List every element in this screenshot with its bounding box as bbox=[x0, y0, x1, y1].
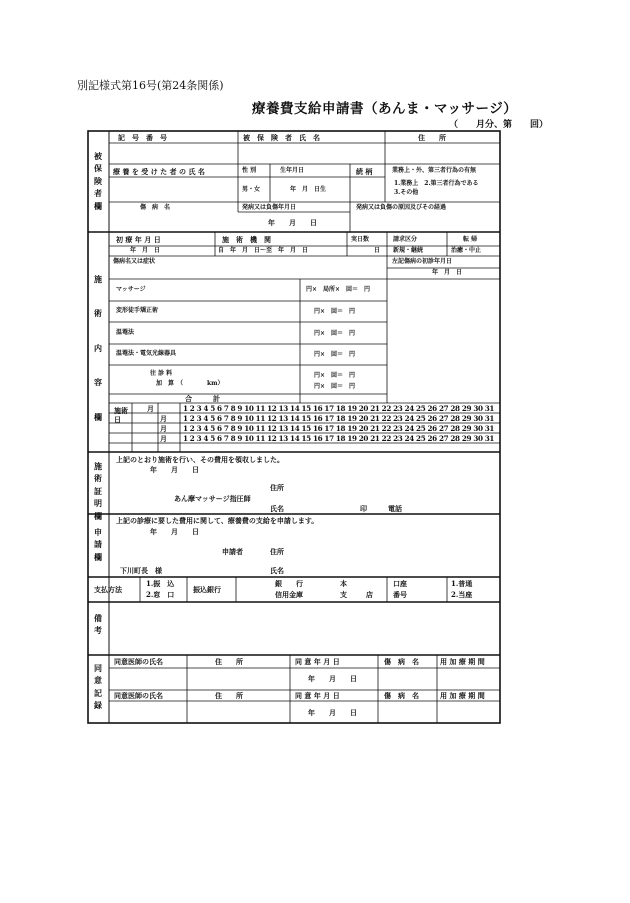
payment-transfer-option: 1.振 込 bbox=[146, 579, 175, 588]
actual-days-label: 実日数 bbox=[351, 236, 370, 243]
applicant-label: 申請者 bbox=[222, 547, 243, 556]
label-remarks-section: 備考 bbox=[94, 613, 102, 636]
label-insured-section: 被保険者欄 bbox=[94, 151, 102, 211]
first-date-value: 年 月 日 bbox=[130, 247, 161, 254]
claim-options: 新規・継続 bbox=[393, 247, 424, 254]
proof-date: 年 月 日 bbox=[150, 465, 199, 474]
consent-doctor-label-1: 同意医師の氏名 bbox=[114, 657, 163, 666]
recipient-label: 下川町長 様 bbox=[120, 566, 162, 575]
label-consent-section: 同意記録 bbox=[94, 663, 102, 711]
visit-add-label: 加 算 （ km） bbox=[156, 380, 224, 387]
consent-period-label-2: 用 加 療 期 間 bbox=[440, 691, 485, 700]
patient-name-label: 療 養 を 受 け た 者 の 氏 名 bbox=[113, 167, 205, 176]
warm-calc: 円× 回＝ 円 bbox=[314, 330, 356, 337]
credit-union-label: 信用金庫 bbox=[275, 590, 303, 599]
label-application-section: 申請欄 bbox=[94, 527, 102, 562]
form-title: 療養費支給申請書（あんま・マッサージ） bbox=[252, 101, 518, 117]
application-statement: 上記の診療に要した費用に関して、療養費の支給を申請します。 bbox=[116, 516, 319, 525]
calendar-month-3: 月 bbox=[160, 424, 167, 433]
calendar-month-1: 月 bbox=[147, 404, 154, 413]
warm-label: 温罨法 bbox=[116, 329, 135, 336]
insured-name-header: 被 保 険 者 氏 名 bbox=[243, 133, 320, 142]
symptom-label: 傷病名又は症状 bbox=[113, 258, 156, 265]
seal-mark: 印 bbox=[360, 504, 367, 513]
massage-label: マッサージ bbox=[116, 286, 146, 293]
application-date: 年 月 日 bbox=[150, 527, 199, 536]
birth-value: 年 月 日生 bbox=[290, 186, 327, 193]
visit-add-calc: 円× 回＝ 円 bbox=[314, 383, 356, 390]
cause-detail-label: 発病又は負傷の原因及びその経過 bbox=[356, 204, 447, 211]
cause-option-3: 3.その他 bbox=[394, 189, 419, 196]
practitioner-label: あん摩マッサージ指圧師 bbox=[174, 494, 251, 503]
phone-label: 電話 bbox=[388, 504, 402, 513]
calendar-month-4: 月 bbox=[160, 434, 167, 443]
sex-options: 男・女 bbox=[242, 186, 261, 193]
address-header: 住 所 bbox=[418, 133, 446, 142]
account-label: 口座 bbox=[393, 579, 407, 588]
application-name-label: 氏名 bbox=[270, 566, 284, 575]
claim-period: （ 月分、第 回） bbox=[449, 120, 549, 130]
consent-date-label-1: 同 意 年 月 日 bbox=[295, 657, 340, 666]
consent-date-value-2: 年 月 日 bbox=[308, 708, 357, 717]
disease-label: 傷 病 名 bbox=[140, 204, 171, 211]
consent-address-label-1: 住 所 bbox=[215, 657, 243, 666]
calendar-days-row-1: 1 2 3 4 5 6 7 8 9 10 11 12 13 14 15 16 17 18 19 20 21 22 23 24 25 26 27 28 29 30 31 bbox=[183, 404, 495, 413]
consent-address-label-2: 住 所 bbox=[215, 691, 243, 700]
transfer-bank-label: 振込銀行 bbox=[193, 585, 221, 594]
branch-label: 店 bbox=[366, 590, 373, 599]
outcome-label: 転 帰 bbox=[463, 236, 478, 243]
proof-statement: 上記のとおり施術を行い、その費用を領収しました。 bbox=[116, 455, 284, 464]
head-office-label: 本 bbox=[340, 579, 347, 588]
bank-label: 銀 行 bbox=[275, 579, 303, 588]
branch-office-label: 支 bbox=[340, 590, 347, 599]
consent-disease-label-2: 傷 病 名 bbox=[384, 691, 419, 700]
rom-label: 変形徒手矯正術 bbox=[116, 307, 159, 314]
account-ordinary-option: 1.普通 bbox=[451, 579, 473, 588]
outcome-options: 治癒・中止 bbox=[451, 247, 482, 254]
total-label: 合 計 bbox=[185, 394, 220, 403]
proof-address-label: 住所 bbox=[270, 483, 284, 492]
calendar-month-2: 月 bbox=[160, 414, 167, 423]
application-address-label: 住所 bbox=[270, 547, 284, 556]
payment-method-label: 支払方法 bbox=[94, 585, 122, 594]
consent-doctor-label-2: 同意医師の氏名 bbox=[114, 691, 163, 700]
first-visit-value: 年 月 日 bbox=[432, 269, 463, 276]
calendar-days-row-2: 1 2 3 4 5 6 7 8 9 10 11 12 13 14 15 16 17 18 19 20 21 22 23 24 25 26 27 28 29 30 31 bbox=[183, 414, 495, 423]
actual-days-unit: 日 bbox=[374, 247, 381, 254]
treatment-days-label: 施術日 bbox=[114, 406, 128, 425]
payment-counter-option: 2.窓 口 bbox=[146, 590, 175, 599]
cause-question: 業務上・外、第三者行為の有無 bbox=[392, 167, 477, 174]
account-current-option: 2.当座 bbox=[451, 590, 473, 599]
first-visit-label: 左記傷病の初診年月日 bbox=[392, 258, 453, 265]
cause-option-1: 1.業務上 2.第三者行為である bbox=[394, 180, 479, 187]
onset-value: 年 月 日 bbox=[268, 218, 317, 227]
electric-calc: 円× 回＝ 円 bbox=[314, 351, 356, 358]
onset-label: 発病又は負傷年月日 bbox=[242, 204, 297, 211]
consent-period-label-1: 用 加 療 期 間 bbox=[440, 657, 485, 666]
account-number-label: 番号 bbox=[393, 590, 407, 599]
claim-class-label: 請求区分 bbox=[393, 236, 418, 243]
label-treatment-section: 施術内容欄 bbox=[94, 274, 102, 422]
sex-label: 性 別 bbox=[242, 167, 257, 174]
consent-disease-label-1: 傷 病 名 bbox=[384, 657, 419, 666]
electric-label: 温罨法・電気光線器具 bbox=[116, 350, 177, 357]
consent-date-value-1: 年 月 日 bbox=[308, 674, 357, 683]
first-date-label: 初 療 年 月 日 bbox=[116, 235, 161, 244]
proof-name-label: 氏名 bbox=[270, 504, 284, 513]
rom-calc: 円× 回＝ 円 bbox=[314, 308, 356, 315]
label-proof-section: 施術証明欄 bbox=[94, 461, 102, 521]
calendar-days-row-3: 1 2 3 4 5 6 7 8 9 10 11 12 13 14 15 16 17 18 19 20 21 22 23 24 25 26 27 28 29 30 31 bbox=[183, 424, 495, 433]
massage-calc: 円× 局所× 回＝ 円 bbox=[306, 286, 371, 293]
treatment-period-value: 自 年 月 日〜至 年 月 日 bbox=[218, 247, 309, 254]
visit-fee-calc: 円× 回＝ 円 bbox=[314, 372, 356, 379]
birth-label: 生年月日 bbox=[280, 167, 305, 174]
form-number: 別記様式第16号(第24条関係) bbox=[77, 79, 224, 92]
relation-label: 続 柄 bbox=[356, 167, 373, 176]
consent-date-label-2: 同 意 年 月 日 bbox=[295, 691, 340, 700]
calendar-days-row-4: 1 2 3 4 5 6 7 8 9 10 11 12 13 14 15 16 17 18 19 20 21 22 23 24 25 26 27 28 29 30 31 bbox=[183, 434, 495, 443]
visit-fee-label: 往 診 料 bbox=[150, 370, 173, 377]
treatment-period-label: 施 術 機 関 bbox=[222, 235, 271, 244]
symbol-number-header: 記 号 番 号 bbox=[118, 133, 167, 142]
